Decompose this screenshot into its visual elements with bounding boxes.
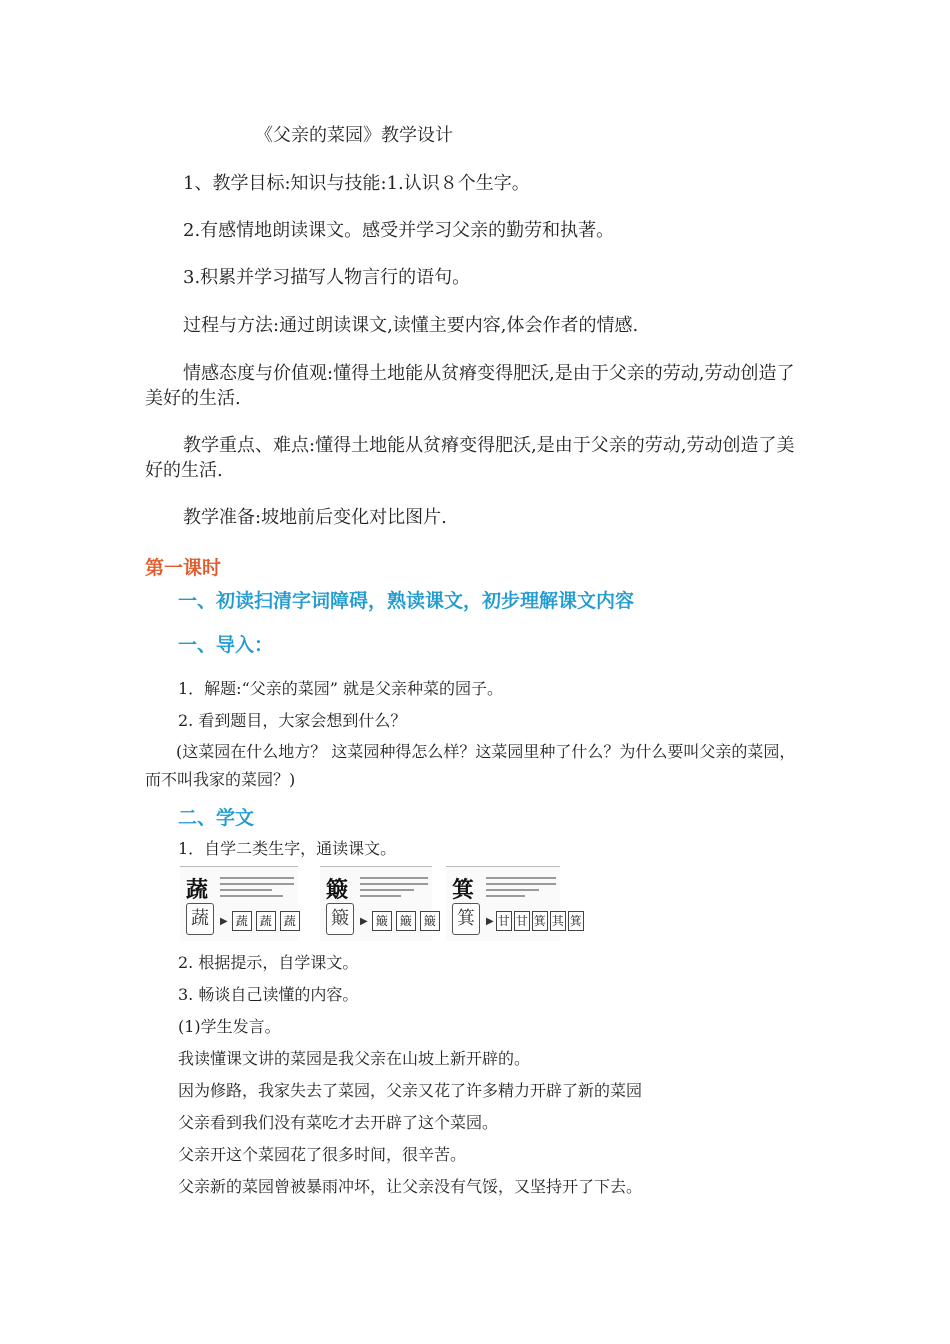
evolution-form: 簸: [396, 911, 416, 931]
intro-item-2: 2. 看到题目，大家会想到什么？: [178, 711, 407, 730]
evolution-form: 箕: [532, 911, 548, 931]
intro-questions: (这菜园在什么地方？ 这菜园种得怎么样？这菜园里种了什么？为什么要叫父亲的菜园，而不叫我家的菜园？): [145, 742, 796, 789]
student-answer: 父亲开这个菜园花了很多时间，很辛苦。: [178, 1145, 467, 1164]
intro-item-1: 1．解题:“父亲的菜园” 就是父亲种菜的园子。: [178, 679, 504, 698]
evolution-form: 箕: [568, 911, 584, 931]
card-character: 蔬: [186, 877, 209, 903]
evolution-form: 簸: [420, 911, 440, 931]
lesson-heading: 第一课时: [145, 557, 222, 579]
section-heading: 一、初读扫清字词障碍，熟读课文，初步理解课文内容: [178, 590, 635, 612]
arrow-right-icon: ▶: [220, 915, 228, 927]
evolution-form: 甘: [514, 911, 530, 931]
process-method: 过程与方法:通过朗读课文,读懂主要内容,体会作者的情感.: [183, 315, 639, 336]
goal-3: 3.积累并学习描写人物言行的语句。: [183, 267, 471, 288]
seal-script-icon: 箕: [452, 903, 480, 935]
intro-heading: 一、导入：: [178, 634, 274, 656]
seal-script-icon: 蔬: [186, 903, 214, 935]
student-answer: 父亲新的菜园曾被暴雨冲坏，让父亲没有气馁，又坚持开了下去。: [178, 1177, 643, 1196]
goal-2: 2.有感情地朗读课文。感受并学习父亲的勤劳和执著。: [183, 220, 615, 241]
evolution-form: 簸: [372, 911, 392, 931]
document-title: 《父亲的菜园》教学设计: [255, 125, 453, 146]
card-text-lines: [486, 873, 556, 901]
character-card: [180, 866, 298, 941]
student-speech: (1)学生发言。: [178, 1017, 281, 1036]
study-heading: 二、学文: [178, 807, 255, 829]
evolution-form: 甘: [496, 911, 512, 931]
character-evolution: [360, 911, 440, 931]
character-evolution: [220, 911, 300, 931]
arrow-right-icon: ▶: [360, 915, 368, 927]
study-item-2: 2. 根据提示，自学课文。: [178, 953, 359, 972]
evolution-form: 蔬: [280, 911, 300, 931]
character-card: [320, 866, 436, 941]
seal-script-icon: 簸: [326, 903, 354, 935]
card-character: 簸: [326, 877, 349, 903]
character-cards: [180, 866, 582, 940]
card-text-lines: [220, 873, 294, 901]
student-answer: 我读懂课文讲的菜园是我父亲在山坡上新开辟的。: [178, 1049, 531, 1068]
goal-1: 1、教学目标:知识与技能:1.认识８个生字。: [183, 173, 530, 194]
student-answer: 父亲看到我们没有菜吃才去开辟了这个菜园。: [178, 1113, 499, 1132]
arrow-right-icon: ▶: [486, 915, 494, 927]
evolution-form: 蔬: [256, 911, 276, 931]
character-evolution: [486, 911, 584, 931]
study-item-1: 1．自学二类生字，通读课文。: [178, 839, 397, 858]
study-item-3: 3. 畅谈自己读懂的内容。: [178, 985, 359, 1004]
evolution-form: 其: [550, 911, 566, 931]
card-character: 箕: [452, 877, 475, 903]
key-points: 教学重点、难点:懂得土地能从贫瘠变得肥沃,是由于父亲的劳动,劳动创造了美好的生活.: [145, 435, 795, 481]
emotion-values: 情感态度与价值观:懂得土地能从贫瘠变得肥沃,是由于父亲的劳动,劳动创造了美好的生活.: [145, 363, 795, 409]
character-card: [446, 866, 582, 941]
evolution-form: 蔬: [232, 911, 252, 931]
card-text-lines: [360, 873, 428, 901]
preparation: 教学准备:坡地前后变化对比图片.: [183, 507, 447, 528]
student-answer: 因为修路，我家失去了菜园，父亲又花了许多精力开辟了新的菜园: [178, 1081, 643, 1100]
